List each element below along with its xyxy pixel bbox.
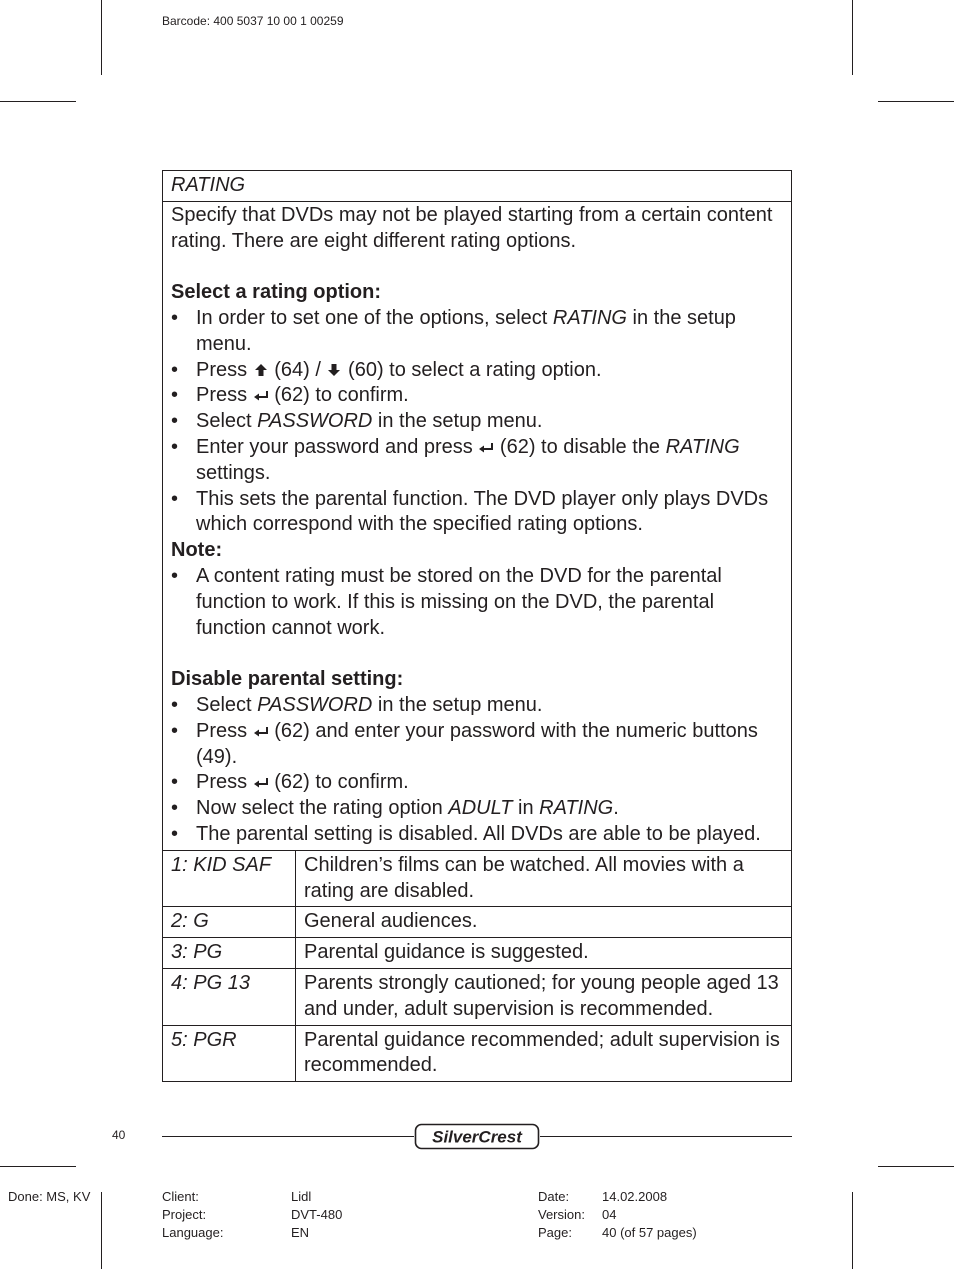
table-row (163, 968, 792, 1025)
rating-code: 1: KID SAF (163, 850, 296, 907)
section-body (163, 201, 792, 850)
arrow-down-icon (326, 363, 342, 377)
barcode-text: Barcode: 400 5037 10 00 1 00259 (162, 14, 344, 28)
rating-table (162, 170, 792, 1082)
rating-description: Parental guidance recommended; adult supervision is recommended. (296, 1025, 792, 1082)
date-value: 14.02.2008 (602, 1189, 668, 1204)
project-label: Project: (162, 1207, 207, 1222)
version-label: Version: (538, 1207, 585, 1222)
table-row (163, 938, 792, 969)
footer-rule-left (162, 1136, 414, 1137)
select-steps-list (171, 306, 783, 538)
language-label: Language: (162, 1225, 224, 1240)
rating-description: General audiences. (296, 907, 792, 938)
language-value: EN (291, 1225, 310, 1240)
table-row (163, 1025, 792, 1082)
arrow-up-icon (253, 363, 269, 377)
list-item: • Select PASSWORD in the setup menu. (171, 693, 783, 719)
rating-code: 5: PGR (163, 1025, 296, 1082)
list-item: • The parental setting is disabled. All DVDs are able to be played. (171, 822, 783, 848)
crop-mark (0, 101, 76, 102)
client-label: Client: (162, 1189, 199, 1204)
page-label: Page: (538, 1225, 572, 1240)
list-item: • This sets the parental function. The DVD player only plays DVDs which correspond with the specified rating options. (171, 487, 783, 539)
rating-description: Parental guidance is suggested. (296, 938, 792, 969)
list-item: • Select PASSWORD in the setup menu. (171, 409, 783, 435)
rating-code: 3: PG (163, 938, 296, 969)
rating-description: Children’s films can be watched. All movies with a rating are disabled. (296, 850, 792, 907)
enter-icon (253, 724, 269, 738)
project-value: DVT-480 (291, 1207, 343, 1222)
list-item: • Press (62) and enter your password with the numeric buttons (49). (171, 719, 783, 771)
client-value: Lidl (291, 1189, 312, 1204)
note-list (171, 564, 783, 641)
crop-mark (878, 1166, 954, 1167)
enter-icon (253, 388, 269, 402)
list-item: • Press (64) / (60) to select a rating option. (171, 358, 783, 384)
version-value: 04 (602, 1207, 617, 1222)
crop-mark (852, 0, 853, 75)
list-item: • Press (62) to confirm. (171, 770, 783, 796)
list-item: • A content rating must be stored on the DVD for the parental function to work. If this is missing on the DVD, the parental function cannot work. (171, 564, 783, 641)
list-item: • Enter your password and press (62) to disable the RATING settings. (171, 435, 783, 487)
crop-mark (852, 1192, 853, 1269)
svg-text:SilverCrest: SilverCrest (432, 1127, 522, 1147)
crop-mark (878, 101, 954, 102)
done-by: Done: MS, KV (8, 1189, 91, 1204)
page-value: 40 (of 57 pages) (602, 1225, 697, 1240)
crop-mark (0, 1166, 76, 1167)
section-title: RATING (163, 171, 792, 202)
crop-mark (101, 1192, 102, 1269)
brand-logo (414, 1123, 540, 1150)
crop-mark (101, 0, 102, 75)
disable-heading: Disable parental setting: (171, 668, 404, 691)
rating-code: 2: G (163, 907, 296, 938)
enter-icon (478, 440, 494, 454)
rating-description: Parents strongly cautioned; for young people aged 13 and under, adult supervision is recommended. (296, 968, 792, 1025)
rating-code: 4: PG 13 (163, 968, 296, 1025)
list-item: • In order to set one of the options, select RATING in the setup menu. (171, 306, 783, 358)
disable-steps-list (171, 693, 783, 848)
list-item: • Now select the rating option ADULT in RATING. (171, 796, 783, 822)
page-number: 40 (112, 1128, 126, 1142)
select-heading: Select a rating option: (171, 281, 382, 304)
footer-rule-right (540, 1136, 792, 1137)
enter-icon (253, 775, 269, 789)
date-label: Date: (538, 1189, 570, 1204)
list-item: • Press (62) to confirm. (171, 383, 783, 409)
table-row (163, 907, 792, 938)
table-row (163, 850, 792, 907)
intro-text: Specify that DVDs may not be played starting from a certain content rating. There are eight different rating options. (171, 203, 773, 252)
note-heading: Note: (171, 539, 223, 562)
